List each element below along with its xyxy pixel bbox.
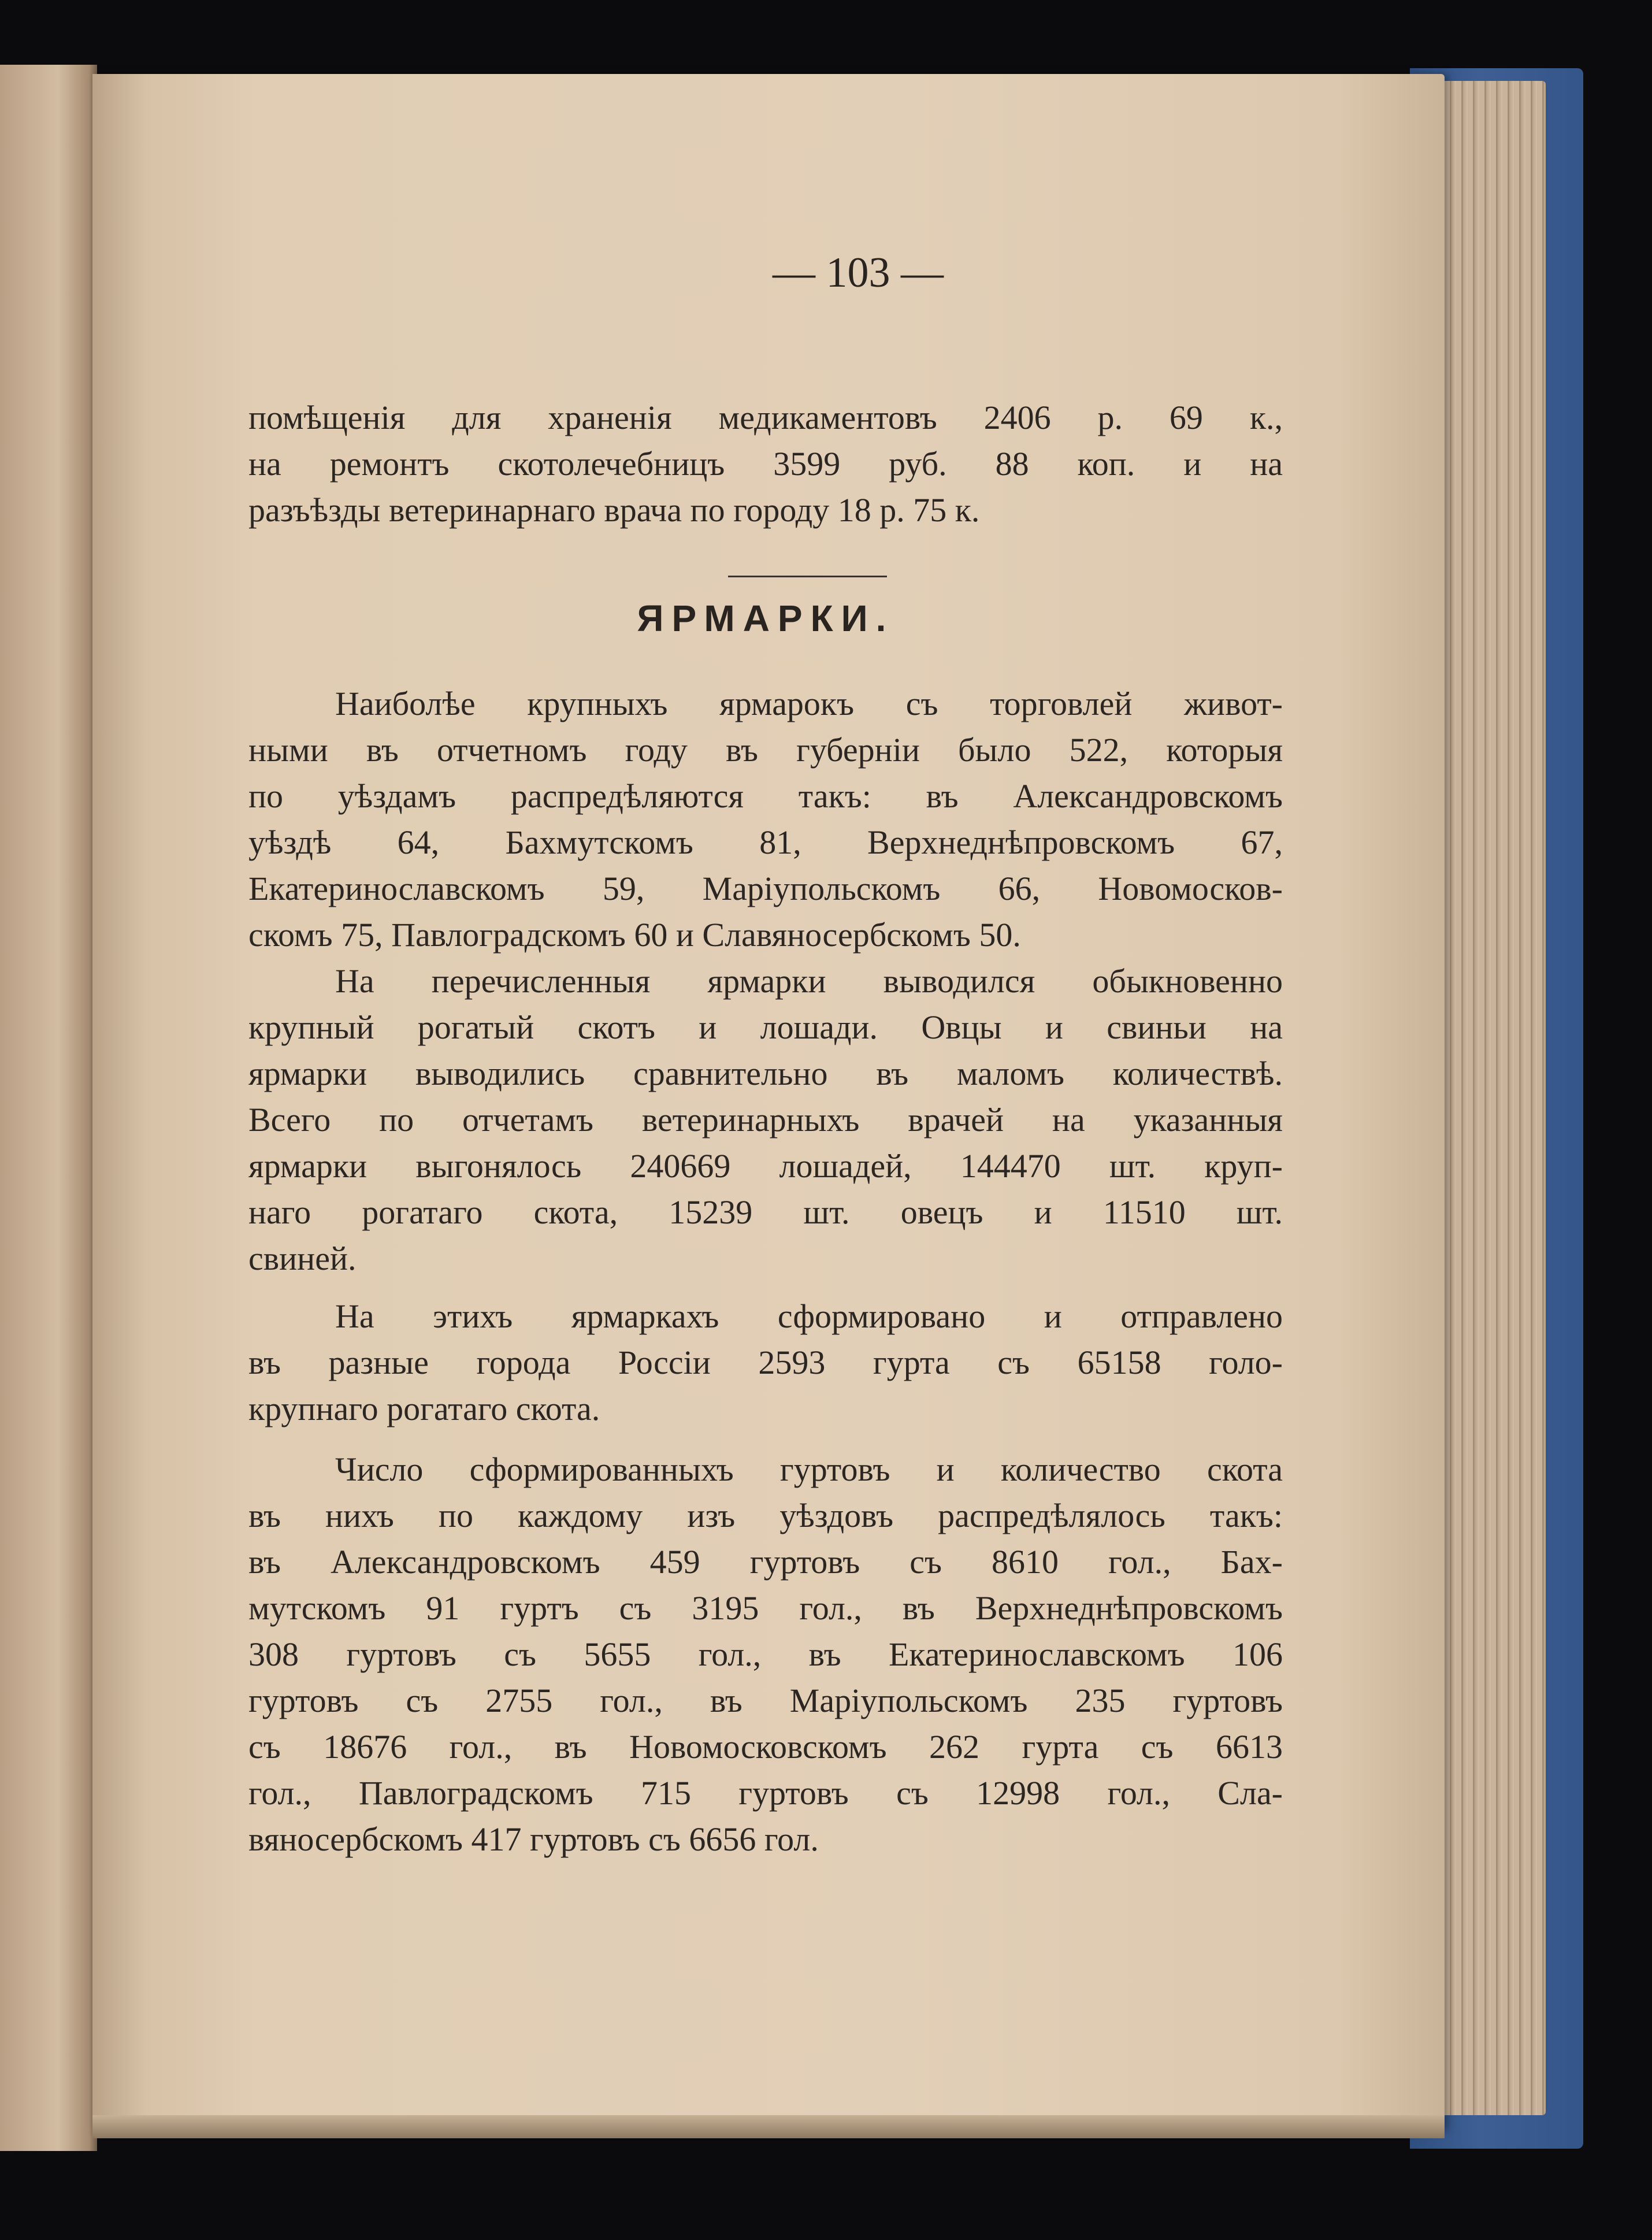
text-line: вяносербскомъ 417 гуртовъ съ 6656 гол. (248, 1820, 819, 1858)
page-number (92, 249, 1445, 298)
paragraph-1 (248, 681, 1283, 958)
text-line: Число сформированныхъ гуртовъ и количество скота (335, 1451, 1283, 1488)
section-heading: ЯРМАРКИ. (637, 598, 894, 639)
text-line: Екатеринославскомъ 59, Маріупольскомъ 66, Новомосков- (248, 870, 1283, 907)
text-line: въ разные города Россіи 2593 гурта съ 65158 голо- (248, 1344, 1283, 1381)
text-line: въ нихъ по каждому изъ уѣздовъ распредѣлялось такъ: (248, 1497, 1283, 1534)
page-bottom-edge (92, 2115, 1445, 2138)
text-line: гуртовъ съ 2755 гол., въ Маріупольскомъ 235 гуртовъ (248, 1682, 1283, 1719)
intro-text (248, 395, 1283, 533)
text-line: мутскомъ 91 гуртъ съ 3195 гол., въ Верхнеднѣпровскомъ (248, 1589, 1283, 1627)
text-line: разъѣзды ветеринарнаго врача по городу 18 р. 75 к. (248, 491, 980, 529)
section-divider (728, 576, 887, 577)
text-line: Наиболѣе крупныхъ ярмарокъ съ торговлей живот- (335, 685, 1283, 722)
text-line: ярмарки выводились сравнительно въ маломъ количествѣ. (248, 1055, 1283, 1092)
text-line: по уѣздамъ распредѣляются такъ: въ Александровскомъ (248, 777, 1283, 815)
paragraph-3 (248, 1293, 1283, 1432)
text-line: уѣздѣ 64, Бахмутскомъ 81, Верхнеднѣпровскомъ 67, (248, 824, 1283, 861)
text-line: ными въ отчетномъ году въ губерніи было 522, которыя (248, 731, 1283, 769)
text-line: Всего по отчетамъ ветеринарныхъ врачей на указанныя (248, 1101, 1283, 1138)
paragraph-2 (248, 958, 1283, 1282)
text-line: 308 гуртовъ съ 5655 гол., въ Екатеринославскомъ 106 (248, 1636, 1283, 1673)
text-line: ярмарки выгонялось 240669 лошадей, 144470 шт. круп- (248, 1147, 1283, 1185)
text-line: скомъ 75, Павлоградскомъ 60 и Славяносербскомъ 50. (248, 916, 1021, 954)
left-facing-page (0, 65, 97, 2151)
text-line: съ 18676 гол., въ Новомосковскомъ 262 гурта съ 6613 (248, 1728, 1283, 1766)
text-line: крупный рогатый скотъ и лошади. Овцы и свиньи на (248, 1008, 1283, 1046)
text-line: помѣщенія для храненія медикаментовъ 2406 р. 69 к., (248, 399, 1283, 436)
text-line: въ Александровскомъ 459 гуртовъ съ 8610 гол., Бах- (248, 1543, 1283, 1581)
text-line: крупнаго рогатаго скота. (248, 1390, 600, 1427)
text-line: На этихъ ярмаркахъ сформировано и отправлено (335, 1297, 1283, 1335)
text-line: На перечисленныя ярмарки выводился обыкновенно (335, 962, 1283, 1000)
paragraph-4 (248, 1447, 1283, 1863)
text-line: гол., Павлоградскомъ 715 гуртовъ съ 12998 гол., Сла- (248, 1774, 1283, 1812)
text-line: на ремонтъ скотолечебницъ 3599 руб. 88 коп. и на (248, 445, 1283, 483)
text-line: наго рогатаго скота, 15239 шт. овецъ и 11510 шт. (248, 1193, 1283, 1231)
text-line: свиней. (248, 1240, 357, 1277)
book-page (92, 74, 1445, 2131)
page-number-text: — 103 — (773, 249, 944, 296)
